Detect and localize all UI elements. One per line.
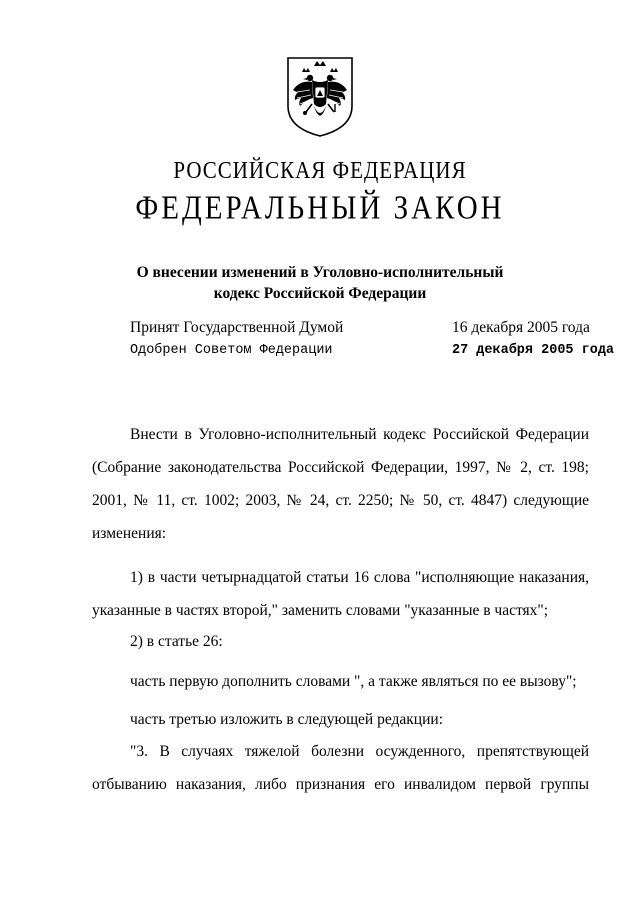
intro-paragraph: Внести в Уголовно-исполнительный кодекс Российской Федерации (Собрание законодательства Российской Федерации, 1997, № 2, ст. 198; 2001, № 11, ст. 1002; 2003, № 24, ст. 2250; № 50, ст. 4847) следующие изменения: xyxy=(92,426,589,542)
item-2-paragraph: 2) в статье 26: xyxy=(130,633,223,650)
council-approval-date: 27 декабря 2005 года xyxy=(452,343,615,358)
duma-adoption-label: Принят Государственной Думой xyxy=(130,319,344,336)
item-2b-paragraph: часть третью изложить в следующей редакции: xyxy=(130,711,443,728)
coat-of-arms-icon xyxy=(284,54,356,138)
law-title-line-1: О внесении изменений в Уголовно-исполнительный xyxy=(136,264,504,281)
quote-paragraph: "3. В случаях тяжелой болезни осужденного, препятствующей отбыванию наказания, либо признания его инвалидом первой группы xyxy=(92,743,589,793)
country-name: РОССИЙСКАЯ ФЕДЕРАЦИЯ xyxy=(173,156,467,184)
law-title-line-2: кодекс Российской Федерации xyxy=(213,285,427,302)
law-title xyxy=(0,262,640,304)
council-approval-label: Одобрен Советом Федерации xyxy=(130,343,333,358)
duma-adoption-date: 16 декабря 2005 года xyxy=(452,319,590,336)
item-1-paragraph: 1) в части четырнадцатой статьи 16 слова "исполняющие наказания, указанные в частях второй," заменить словами "указанные в частях"; xyxy=(92,569,589,619)
item-2a-paragraph: часть первую дополнить словами ", а также являться по ее вызову"; xyxy=(130,673,577,690)
document-type: ФЕДЕРАЛЬНЫЙ ЗАКОН xyxy=(135,189,505,227)
